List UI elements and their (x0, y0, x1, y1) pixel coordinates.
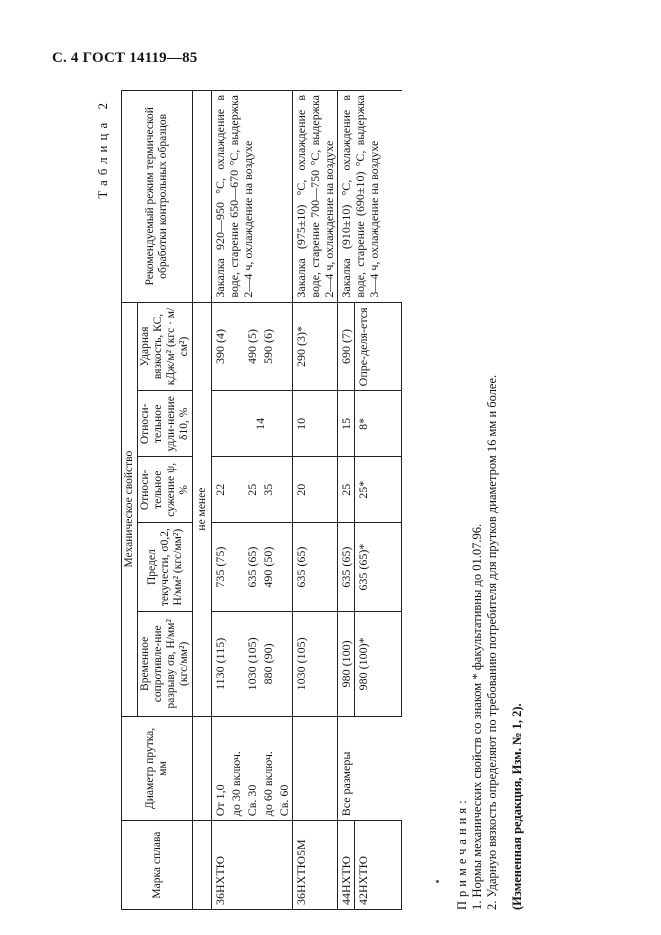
yield-cell: 635 (65) (338, 523, 355, 612)
col-header-mech-group: Механическое свойство (122, 302, 138, 716)
reduction-cell: 22 (212, 457, 229, 523)
tensile-cell: 1030 (105) (244, 612, 260, 717)
note-item: 2. Ударную вязкость определяют по требованию потребителя для прутков диаметром 16 мм и более. (485, 374, 499, 910)
grade-cell: 44НХТЮ (338, 821, 355, 910)
diameter-cell: до 60 включ. (260, 716, 276, 821)
col-header-reduction: Относи-тельное сужение ψ, % (138, 457, 193, 523)
impact-cell (228, 302, 244, 391)
reduction-cell: 25* (355, 457, 402, 523)
elongation-cell: 8* (355, 391, 402, 457)
revision-note: (Измененная редакция, Изм. № 1, 2). (510, 703, 524, 910)
yield-cell (228, 523, 244, 612)
yield-cell: 735 (75) (212, 523, 229, 612)
tensile-cell: 980 (100)* (355, 612, 402, 717)
yield-cell: 635 (65)* (355, 523, 402, 612)
impact-cell: 590 (6) (260, 302, 276, 391)
reduction-cell: 35 (260, 457, 276, 523)
diameter-cell (293, 716, 338, 821)
col-header-elongation: Относи-тельное удли-нение δ10, % (138, 391, 193, 457)
table-row (212, 91, 229, 910)
scan-speck (436, 880, 439, 883)
col-header-heat: Рекомендуемый режим термической обработки контрольных образцов (122, 91, 193, 303)
tensile-cell: 1030 (105) (293, 612, 338, 717)
yield-cell: 490 (50) (260, 523, 276, 612)
impact-cell: 390 (4) (212, 302, 229, 391)
impact-cell: 290 (3)* (293, 302, 338, 391)
impact-cell: 490 (5) (244, 302, 260, 391)
col-header-yield: Предел текучести, σ0,2, Н/мм² (кгс/мм²) (138, 523, 193, 612)
tensile-cell: 980 (100) (338, 612, 355, 717)
table-title: Таблица 2 (95, 98, 110, 199)
diameter-cell: От 1,0 (212, 716, 229, 821)
table-row (293, 91, 338, 910)
impact-cell: Опре-деля-ется (355, 302, 402, 391)
col-header-tensile: Временное сопротивле-ние разрыву σв, Н/мм² (кгс/мм²) (138, 612, 193, 717)
tensile-cell (228, 612, 244, 717)
reduction-cell (228, 457, 244, 523)
tensile-cell: 880 (90) (260, 612, 276, 717)
diameter-cell: Все размеры (338, 716, 402, 821)
elongation-cell: 14 (244, 391, 276, 457)
grade-cell: 36НХТЮ (212, 821, 293, 910)
diameter-cell: Св. 30 (244, 716, 260, 821)
diameter-cell: Св. 60 (276, 716, 293, 821)
not-less-label: не менее (193, 302, 212, 716)
heat-cell: Закалка 920—950 °С, охлаждение в воде, старение 650—670 °С, выдержка 2—4 ч, охлаждение на воздухе (212, 91, 293, 303)
tensile-cell: 1130 (115) (212, 612, 229, 717)
heat-cell: Закалка (975±10) °С, охлаждение в воде, старение 700—750 °С, выдержка 2—4 ч, охлаждение на воздухе (293, 91, 338, 303)
page-header: С. 4 ГОСТ 14119—85 (52, 50, 198, 66)
reduction-cell: 20 (293, 457, 338, 523)
elongation-cell: 15 (338, 391, 355, 457)
reduction-cell: 25 (244, 457, 260, 523)
grade-cell: 36НХТЮ5М (293, 821, 338, 910)
col-header-diameter: Диаметр прутка, мм (122, 716, 193, 821)
yield-cell: 635 (65) (293, 523, 338, 612)
impact-cell: 690 (7) (338, 302, 355, 391)
elongation-cell: 10 (293, 391, 338, 457)
elongation-cell (212, 391, 229, 457)
notes-block (455, 90, 525, 910)
yield-cell: 635 (65) (244, 523, 260, 612)
reduction-cell: 25 (338, 457, 355, 523)
heat-cell: Закалка (910±10) °С, охлаждение в воде, старение (690±10) °С, выдержка 3—4 ч, охлаждение на воздухе (338, 91, 402, 303)
elongation-cell (228, 391, 244, 457)
properties-table (121, 90, 402, 910)
diameter-cell: до 30 включ. (228, 716, 244, 821)
notes-caption: Примечания: (455, 796, 469, 910)
col-header-grade: Марка сплава (122, 821, 193, 910)
rotated-page-content (95, 90, 565, 910)
col-header-impact: Ударная вязкость, КС, кДж/м² (кгс · м/см²) (138, 302, 193, 391)
note-item: 1. Нормы механических свойств со знаком * факультативны до 01.07.96. (470, 523, 484, 910)
grade-cell: 42НХТЮ (355, 821, 402, 910)
table-row (338, 91, 355, 910)
